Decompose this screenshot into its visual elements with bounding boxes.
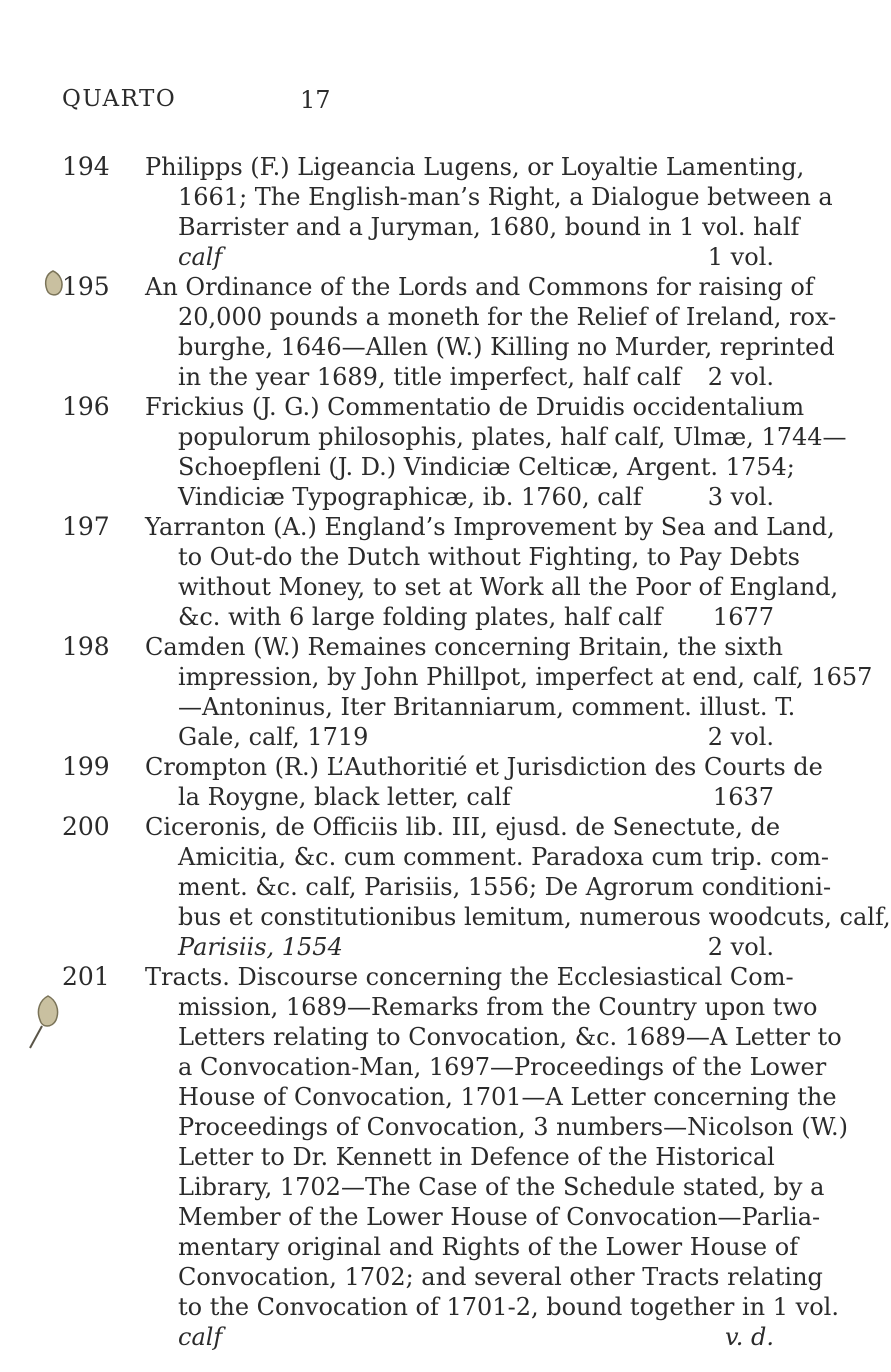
entry-line: Tracts. Discourse concerning the Ecclesiastical Com- [145,963,794,991]
entry-line: —Antoninus, Iter Britanniarum, comment. illust. T. [178,693,796,721]
entry-line: calf [178,243,223,271]
page-header [62,86,760,116]
entry-volume: v. d. [725,1323,774,1351]
entry-line: Proceedings of Convocation, 3 numbers—Nicolson (W.) [178,1113,849,1141]
entry-line: Frickius (J. G.) Commentatio de Druidis occidentalium [145,393,805,421]
entry-line: populorum philosophis, plates, half calf, Ulmæ, 1744— [178,423,847,451]
entry-line: Letter to Dr. Kennett in Defence of the Historical [178,1143,775,1171]
entry-date: 1677 [712,603,774,631]
entry-line: Amicitia, &c. cum comment. Paradoxa cum trip. com- [178,843,829,871]
entry-line: mission, 1689—Remarks from the Country upon two [178,993,818,1021]
entry-number: 200 [62,812,110,841]
entry-number: 198 [62,632,110,661]
entry-line: Letters relating to Convocation, &c. 1689—A Letter to [178,1023,842,1051]
entry-line: Camden (W.) Remaines concerning Britain, the sixth [145,633,783,661]
entry-line: in the year 1689, title imperfect, half calf [178,363,681,391]
entry-volume: 2 vol. [707,723,774,751]
entry-line: Yarranton (A.) England’s Improvement by Sea and Land, [145,513,835,541]
entry-line: mentary original and Rights of the Lower House of [178,1233,799,1261]
entry-line: 20,000 pounds a moneth for the Relief of Ireland, rox- [178,303,837,331]
entry-number: 197 [62,512,110,541]
entry-line: ment. &c. calf, Parisiis, 1556; De Agrorum conditioni- [178,873,832,901]
entry-line: without Money, to set at Work all the Poor of England, [178,573,839,601]
entry-line: Crompton (R.) L’Authoritié et Jurisdiction des Courts de [145,753,823,781]
entry-line: Convocation, 1702; and several other Tracts relating [178,1263,823,1291]
entry-line: to Out-do the Dutch without Fighting, to Pay Debts [178,543,800,571]
entry-number: 195 [62,272,110,301]
entry-line: House of Convocation, 1701—A Letter concerning the [178,1083,837,1111]
entry-line: Barrister and a Juryman, 1680, bound in 1 vol. half [178,213,800,241]
entry-line: Ciceronis, de Officiis lib. III, ejusd. de Senectute, de [145,813,781,841]
entry-line: Philipps (F.) Ligeancia Lugens, or Loyaltie Lamenting, [145,153,805,181]
entry-volume: 1 vol. [707,243,774,271]
entry-line: Schoepfleni (J. D.) Vindiciæ Celticæ, Argent. 1754; [178,453,795,481]
entry-line: to the Convocation of 1701-2, bound together in 1 vol. [178,1293,839,1321]
entry-date: 1637 [712,783,774,811]
entry-line: Library, 1702—The Case of the Schedule stated, by a [178,1173,825,1201]
entry-line: 1661; The English-man’s Right, a Dialogue between a [178,183,833,211]
entry-number: 199 [62,752,110,781]
entry-line: calf [178,1323,223,1351]
entry-line: Gale, calf, 1719 [178,723,369,751]
entry-line: la Roygne, black letter, calf [178,783,511,811]
entry-line: Member of the Lower House of Convocation—Parlia- [178,1203,821,1231]
entry-number: 194 [62,152,110,181]
entry-line: a Convocation-Man, 1697—Proceedings of the Lower [178,1053,827,1081]
entry-line: Vindiciæ Typographicæ, ib. 1760, calf [178,483,642,511]
section-title: QUARTO [62,86,177,112]
page-number: 17 [300,86,331,114]
entry-line: An Ordinance of the Lords and Commons for raising of [145,273,814,301]
entry-volume: 2 vol. [707,363,774,391]
entry-line: &c. with 6 large folding plates, half calf [178,603,663,631]
entry-volume: 3 vol. [707,483,774,511]
entry-number: 201 [62,962,110,991]
pencil-mark-icon [20,992,66,1052]
entry-number: 196 [62,392,110,421]
entry-line: Parisiis, 1554 [178,933,343,961]
entry-line: impression, by John Phillpot, imperfect at end, calf, 1657 [178,663,873,691]
entry-volume: 2 vol. [707,933,774,961]
entry-line: burghe, 1646—Allen (W.) Killing no Murder, reprinted [178,333,835,361]
entry-line: bus et constitutionibus lemitum, numerous woodcuts, calf, [178,903,891,931]
